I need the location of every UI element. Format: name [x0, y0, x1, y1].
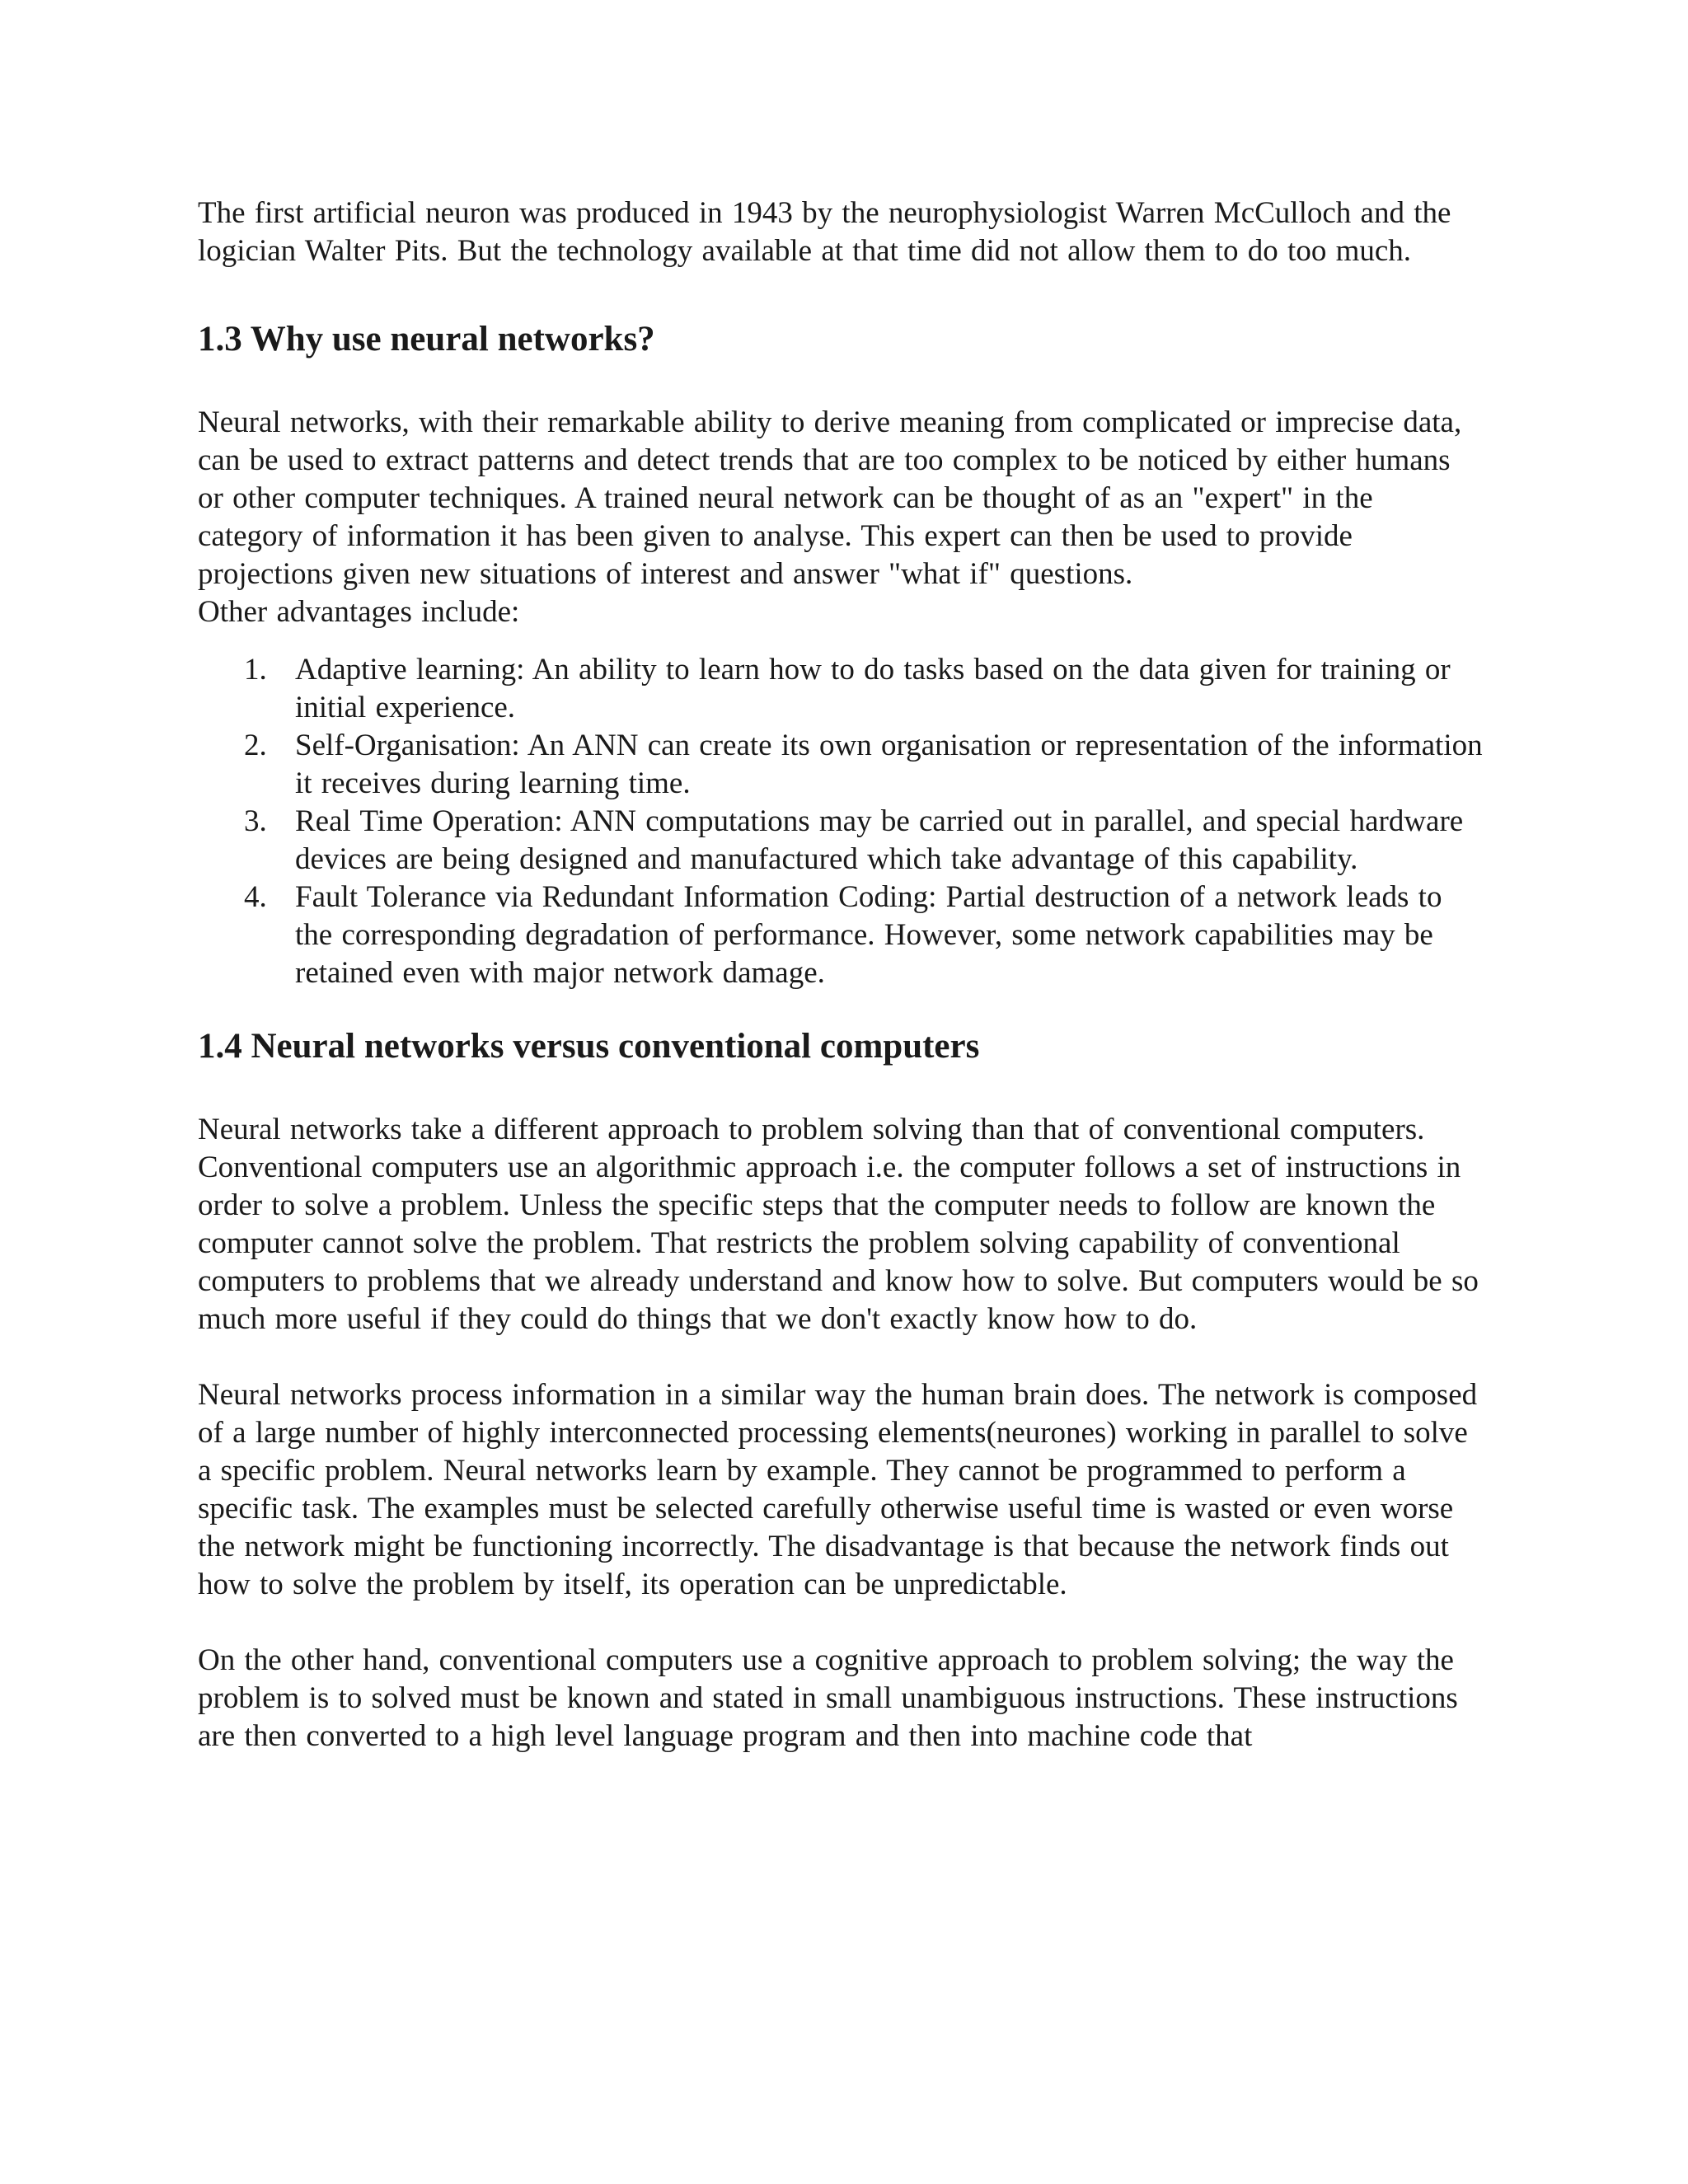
list-item-number: 3. [244, 804, 267, 838]
list-item-number: 2. [244, 729, 267, 762]
list-item-text: Adaptive learning: An ability to learn how to do tasks based on the data given for training or initial experience. [295, 653, 1451, 724]
cognitive-approach-paragraph: On the other hand, conventional computers use a cognitive approach to problem solving; the way the problem is to solved must be known and stated in small unambiguous instructions. These instructions are then converted to a high level language program and then into machine code that [198, 1643, 1458, 1753]
list-item-number: 1. [244, 653, 267, 687]
section-heading-neural-vs-conventional: 1.4 Neural networks versus conventional computers [198, 1027, 980, 1066]
intro-paragraph: The first artificial neuron was produced in 1943 by the neurophysiologist Warren McCulloch and the logician Walter Pits. But the technology available at that time did not allow them to do too much. [198, 196, 1451, 268]
advantages-list [198, 651, 1484, 992]
section-heading-why-use-neural-networks: 1.3 Why use neural networks? [198, 320, 655, 359]
list-item-text: Real Time Operation: ANN computations may be carried out in parallel, and special hardware devices are being designed and manufactured which take advantage of this capability. [295, 804, 1464, 876]
list-item-text: Fault Tolerance via Redundant Information Coding: Partial destruction of a network leads to the corresponding degradation of performance. However, some network capabilities may be retained even with major network damage. [295, 880, 1442, 990]
list-item [198, 879, 1484, 992]
list-item-number: 4. [244, 880, 267, 914]
list-item-text: Self-Organisation: An ANN can create its own organisation or representation of the information it receives during learning time. [295, 729, 1483, 800]
document-body [198, 194, 1484, 1755]
neural-processing-paragraph: Neural networks process information in a similar way the human brain does. The network is composed of a large number of highly interconnected processing elements(neurones) working in parallel to solve a specific problem. Neural networks learn by example. They cannot be programmed to perform a specific task. The examples must be selected carefully otherwise useful time is wasted or even worse the network might be functioning incorrectly. The disadvantage is that because the network finds out how to solve the problem by itself, its operation can be unpredictable. [198, 1378, 1478, 1601]
advantages-intro: Other advantages include: [198, 595, 520, 629]
list-item [198, 803, 1484, 879]
conventional-approach-paragraph: Neural networks take a different approach to problem solving than that of conventional computers. Conventional computers use an algorithmic approach i.e. the computer follows a set of instructions in order to solve a problem. Unless the specific steps that the computer needs to follow are known the computer cannot solve the problem. That restricts the problem solving capability of conventional computers to problems that we already understand and know how to solve. But computers would be so much more useful if they could do things that we don't exactly know how to do. [198, 1113, 1479, 1336]
list-item [198, 727, 1484, 803]
why-use-paragraph: Neural networks, with their remarkable ability to derive meaning from complicated or imprecise data, can be used to extract patterns and detect trends that are too complex to be noticed by either humans or other computer techniques. A trained neural network can be thought of as an "expert" in the category of information it has been given to analyse. This expert can then be used to provide projections given new situations of interest and answer "what if" questions. [198, 405, 1462, 591]
list-item [198, 651, 1484, 727]
